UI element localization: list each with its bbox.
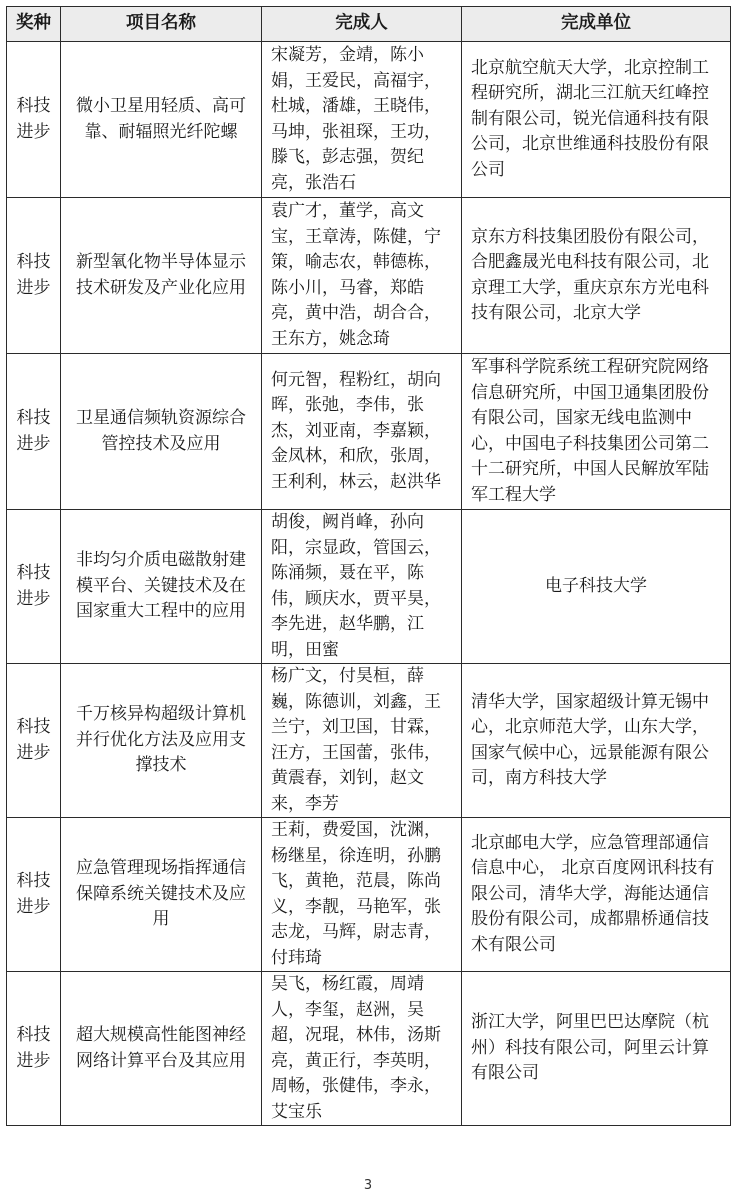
project-name: 非均匀介质电磁散射建模平台、关键技术及在国家重大工程中的应用 (61, 510, 262, 664)
awards-table (6, 6, 731, 1126)
project-name: 应急管理现场指挥通信保障系统关键技术及应用 (61, 818, 262, 972)
completing-units: 北京航空航天大学，北京控制工程研究所，湖北三江航天红峰控制有限公司，锐光信通科技有限公司，北京世维通科技股份有限公司 (462, 42, 731, 198)
completers: 杨广文，付昊桓，薛巍，陈德训，刘鑫，王兰宁，刘卫国，甘霖，汪方，王国蕾，张伟，黄震春，刘钊，赵文来，李芳 (262, 664, 462, 818)
award-kind: 科技进步 (7, 510, 61, 664)
completing-units: 清华大学，国家超级计算无锡中心，北京师范大学，山东大学，国家气候中心，远景能源有限公司，南方科技大学 (462, 664, 731, 818)
project-name: 超大规模高性能图神经网络计算平台及其应用 (61, 972, 262, 1126)
completers: 宋凝芳，金靖，陈小娟，王爱民，高福宇，杜城，潘雄，王晓伟，马坤，张祖琛，王功，滕飞，彭志强，贺纪亮，张浩石 (262, 42, 462, 198)
header-project: 项目名称 (61, 7, 262, 42)
award-kind: 科技进步 (7, 354, 61, 510)
completing-units: 军事科学院系统工程研究院网络信息研究所，中国卫通集团股份有限公司，国家无线电监测中心，中国电子科技集团公司第二十二研究所，中国人民解放军陆军工程大学 (462, 354, 731, 510)
project-name: 千万核异构超级计算机并行优化方法及应用支撑技术 (61, 664, 262, 818)
award-kind: 科技进步 (7, 972, 61, 1126)
completing-units: 北京邮电大学，应急管理部通信信息中心， 北京百度网讯科技有限公司，清华大学，海能达通信股份有限公司，成都鼎桥通信技术有限公司 (462, 818, 731, 972)
completing-units: 京东方科技集团股份有限公司，合肥鑫晟光电科技有限公司，北京理工大学，重庆京东方光电科技有限公司，北京大学 (462, 198, 731, 354)
header-row (7, 7, 731, 42)
project-name: 卫星通信频轨资源综合管控技术及应用 (61, 354, 262, 510)
table-row (7, 664, 731, 818)
table-row (7, 972, 731, 1126)
completers: 吴飞，杨红霞，周靖人，李玺，赵洲，吴超，况琨，林伟，汤斯亮，黄正行，李英明，周畅，张健伟，李永，艾宝乐 (262, 972, 462, 1126)
page-number: 3 (363, 1178, 373, 1193)
table-row (7, 198, 731, 354)
table-row (7, 510, 731, 664)
completing-units: 电子科技大学 (462, 510, 731, 664)
completers: 袁广才，董学，高文宝，王章涛，陈健，宁策，喻志农，韩德栋，陈小川，马睿，郑皓亮，黄中浩，胡合合，王东方，姚念琦 (262, 198, 462, 354)
table-row (7, 354, 731, 510)
header-people: 完成人 (262, 7, 462, 42)
project-name: 微小卫星用轻质、高可靠、耐辐照光纤陀螺 (61, 42, 262, 198)
award-kind: 科技进步 (7, 42, 61, 198)
completers: 何元智，程粉红，胡向晖，张弛，李伟，张杰，刘亚南，李嘉颖，金凤林，和欣，张周，王利利，林云，赵洪华 (262, 354, 462, 510)
completers: 王莉，费爱国，沈渊，杨继星，徐连明，孙鹏飞，黄艳，范晨，陈尚义，李靓，马艳军，张志龙，马辉，尉志青，付玮琦 (262, 818, 462, 972)
header-kind: 奖种 (7, 7, 61, 42)
project-name: 新型氧化物半导体显示技术研发及产业化应用 (61, 198, 262, 354)
table-row (7, 42, 731, 198)
award-kind: 科技进步 (7, 198, 61, 354)
award-kind: 科技进步 (7, 664, 61, 818)
award-kind: 科技进步 (7, 818, 61, 972)
completing-units: 浙江大学，阿里巴巴达摩院（杭州）科技有限公司，阿里云计算有限公司 (462, 972, 731, 1126)
completers: 胡俊，阙肖峰，孙向阳，宗显政，管国云，陈涌频，聂在平，陈伟，顾庆水，贾平昊，李先进，赵华鹏，江明，田蜜 (262, 510, 462, 664)
header-units: 完成单位 (462, 7, 731, 42)
table-row (7, 818, 731, 972)
